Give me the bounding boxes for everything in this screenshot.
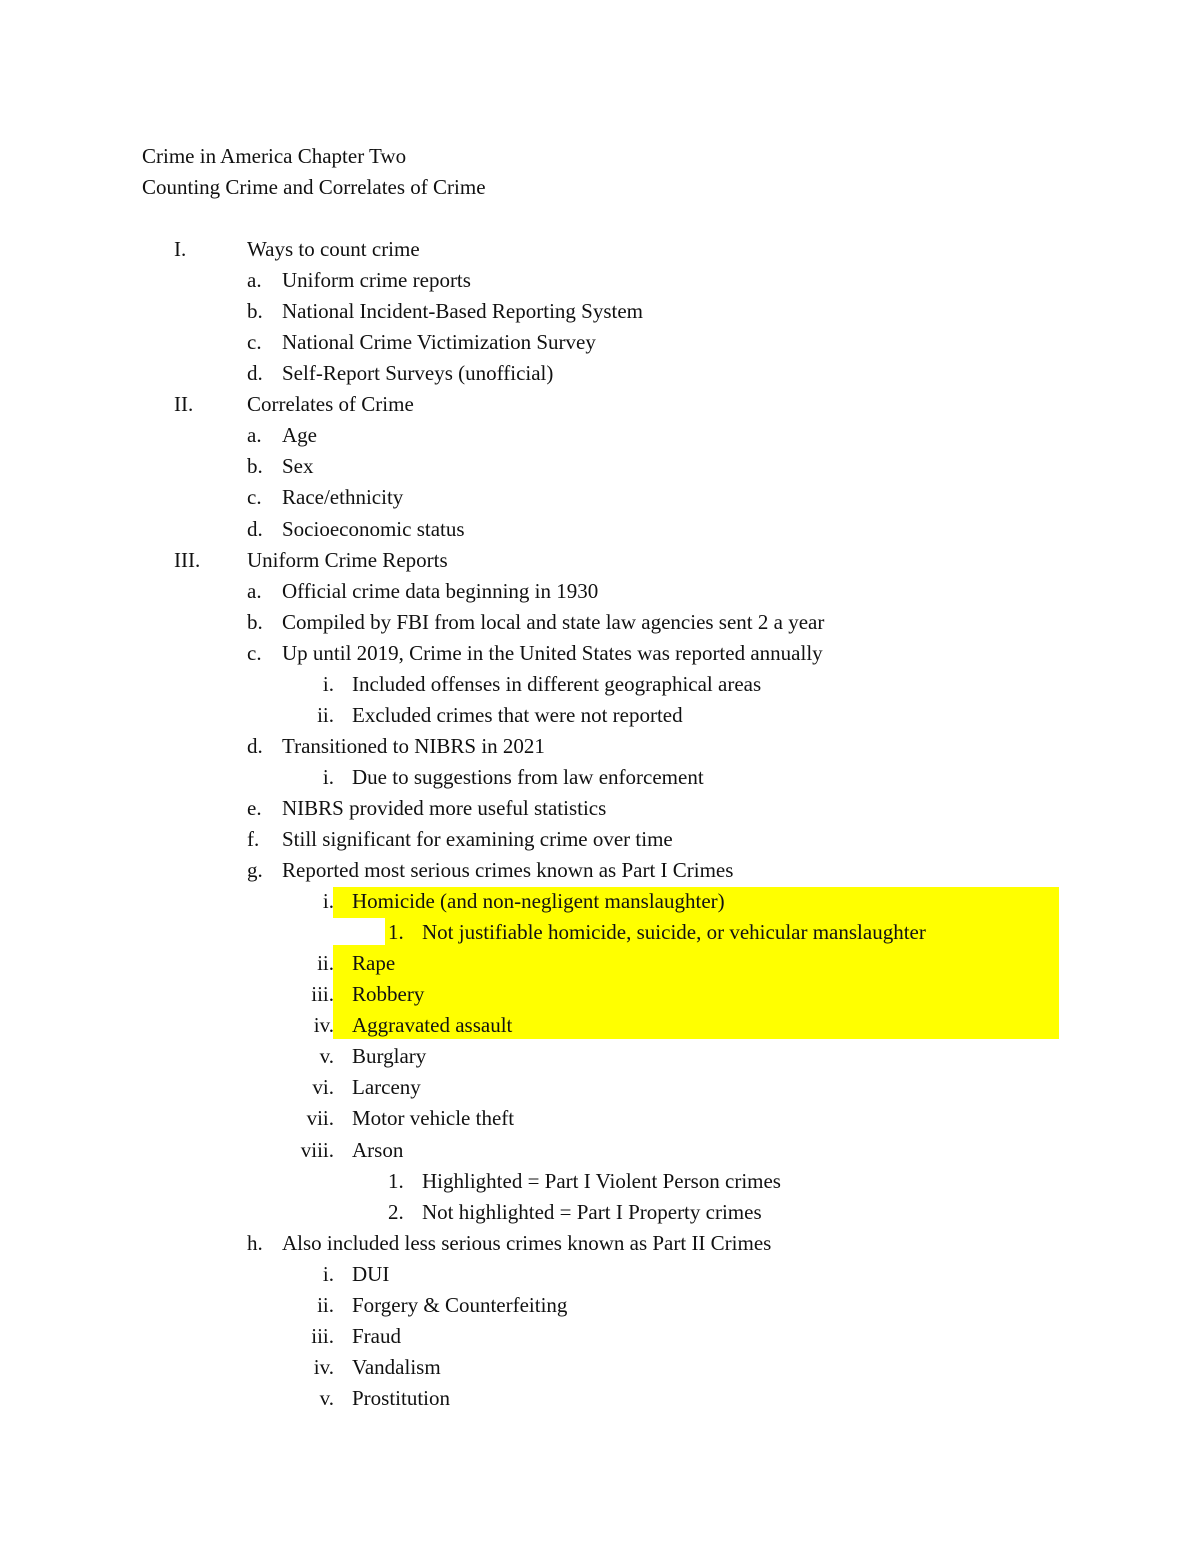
- outline-item: [0, 1383, 1200, 1414]
- outline-item: [0, 1166, 1200, 1197]
- outline-marker: d.: [247, 516, 263, 541]
- outline-item: [0, 824, 1200, 855]
- outline-item: [0, 762, 1200, 793]
- outline-text: Robbery: [352, 982, 425, 1007]
- outline-marker: c.: [247, 330, 262, 355]
- outline-item: [0, 1135, 1200, 1166]
- outline-item: [0, 917, 1200, 948]
- outline-item: [0, 1103, 1200, 1134]
- outline-text: Official crime data beginning in 1930: [282, 578, 599, 603]
- outline-marker: c.: [247, 640, 262, 665]
- outline-marker: iii.: [311, 1323, 334, 1348]
- outline-text: Larceny: [352, 1075, 421, 1100]
- outline-text: Motor vehicle theft: [352, 1106, 515, 1131]
- outline-text: Fraud: [352, 1323, 401, 1348]
- outline-text: Reported most serious crimes known as Part I Crimes: [282, 858, 734, 882]
- document-subtitle: Counting Crime and Correlates of Crime: [142, 175, 486, 199]
- outline-text: Still significant for examining crime over time: [282, 827, 673, 851]
- outline-marker: d.: [247, 361, 263, 386]
- outline-item: [0, 1352, 1200, 1383]
- outline-text: National Crime Victimization Survey: [282, 330, 596, 355]
- outline-marker: i.: [322, 764, 334, 789]
- outline-item: [0, 358, 1200, 389]
- outline-marker: d.: [247, 733, 263, 758]
- outline-text: Burglary: [352, 1044, 427, 1069]
- outline-item: [0, 327, 1200, 358]
- outline-item: [0, 669, 1200, 700]
- outline-marker: III.: [174, 547, 201, 572]
- outline-marker: viii.: [300, 1137, 334, 1162]
- outline-marker: b.: [247, 299, 263, 324]
- outline-text: Aggravated assault: [352, 1013, 513, 1038]
- outline-item: [0, 576, 1200, 607]
- outline-item: [0, 607, 1200, 638]
- outline-item: [0, 1072, 1200, 1103]
- outline-marker: 2.: [388, 1199, 404, 1224]
- outline-marker: II.: [174, 392, 194, 417]
- outline-marker: 1.: [388, 1168, 404, 1193]
- outline-text: Age: [282, 423, 317, 448]
- outline-marker: e.: [247, 795, 262, 820]
- outline-item: [0, 1259, 1200, 1290]
- outline-marker: a.: [247, 423, 262, 448]
- outline-marker: v.: [319, 1385, 334, 1410]
- outline-item: [0, 545, 1200, 576]
- outline-item: [0, 1197, 1200, 1228]
- outline-marker: I.: [174, 237, 187, 261]
- outline-item: [0, 948, 1200, 979]
- outline-marker: h.: [247, 1230, 263, 1255]
- outline-text: Ways to count crime: [247, 237, 420, 261]
- outline-text: Up until 2019, Crime in the United States was reported annually: [282, 640, 823, 665]
- outline-text: DUI: [352, 1261, 390, 1286]
- outline-item: [0, 420, 1200, 451]
- outline-text: Also included less serious crimes known as Part II Crimes: [282, 1230, 772, 1255]
- outline-text: Forgery & Counterfeiting: [352, 1292, 568, 1317]
- outline-item: [0, 1290, 1200, 1321]
- outline-text: Excluded crimes that were not reported: [352, 702, 683, 727]
- outline-item: [0, 700, 1200, 731]
- outline-marker: ii.: [317, 702, 334, 727]
- outline-text: Self-Report Surveys (unofficial): [282, 361, 554, 386]
- outline-text: National Incident-Based Reporting System: [282, 299, 644, 324]
- outline-marker: ii.: [317, 1292, 334, 1317]
- outline-marker: i.: [322, 889, 334, 914]
- outline-marker: a.: [247, 268, 262, 293]
- outline-marker: a.: [247, 578, 262, 603]
- outline-marker: ii.: [317, 951, 334, 976]
- outline-item: [0, 979, 1200, 1010]
- outline-item: [0, 1041, 1200, 1072]
- outline-text: Rape: [352, 951, 396, 976]
- outline-item: [0, 886, 1200, 917]
- outline-text: Homicide (and non-negligent manslaughter): [352, 889, 725, 914]
- outline-marker: vi.: [312, 1075, 334, 1100]
- outline-marker: i.: [322, 1261, 334, 1286]
- outline-marker: iv.: [313, 1354, 334, 1379]
- outline-marker: iii.: [311, 982, 334, 1007]
- outline-item: [0, 265, 1200, 296]
- outline-marker: iv.: [313, 1013, 334, 1038]
- outline-item: [0, 855, 1200, 886]
- outline-text: NIBRS provided more useful statistics: [282, 795, 607, 820]
- outline-text: Uniform crime reports: [282, 268, 471, 293]
- outline-text: Highlighted = Part I Violent Person crimes: [422, 1168, 781, 1193]
- outline-item: [0, 638, 1200, 669]
- outline-text: Not justifiable homicide, suicide, or vehicular manslaughter: [422, 920, 926, 945]
- outline-item: [0, 514, 1200, 545]
- outline-item: [0, 482, 1200, 513]
- outline-item: [0, 793, 1200, 824]
- outline-item: [0, 389, 1200, 420]
- outline-marker: i.: [322, 671, 334, 696]
- outline-text: Not highlighted = Part I Property crimes: [422, 1199, 762, 1224]
- outline-text: Uniform Crime Reports: [247, 547, 448, 572]
- outline-marker: f.: [247, 827, 260, 851]
- outline-item: [0, 234, 1200, 265]
- outline-text: Correlates of Crime: [247, 392, 414, 417]
- outline-text: Sex: [282, 454, 314, 479]
- title-line-2: [0, 172, 1200, 203]
- outline-text: Compiled by FBI from local and state law agencies sent 2 a year: [282, 609, 825, 634]
- outline-text: Socioeconomic status: [282, 516, 465, 541]
- outline-item: [0, 451, 1200, 482]
- outline-item: [0, 1010, 1200, 1041]
- outline-text: Prostitution: [352, 1385, 451, 1410]
- document-title: Crime in America Chapter Two: [142, 144, 407, 168]
- title-line-1: [0, 141, 1200, 172]
- outline-text: Transitioned to NIBRS in 2021: [282, 733, 545, 758]
- outline-marker: b.: [247, 454, 263, 479]
- outline-marker: c.: [247, 485, 262, 510]
- outline-marker: g.: [247, 858, 263, 882]
- outline-marker: b.: [247, 609, 263, 634]
- outline-text: Arson: [352, 1137, 404, 1162]
- outline-item: [0, 1321, 1200, 1352]
- outline-item: [0, 1228, 1200, 1259]
- outline-text: Included offenses in different geographical areas: [352, 671, 762, 696]
- outline-item: [0, 731, 1200, 762]
- outline-item: [0, 296, 1200, 327]
- outline-text: Race/ethnicity: [282, 485, 404, 510]
- outline-text: Vandalism: [352, 1354, 441, 1379]
- outline-marker: v.: [319, 1044, 334, 1069]
- outline-text: Due to suggestions from law enforcement: [352, 764, 704, 789]
- outline-marker: vii.: [306, 1106, 334, 1131]
- outline-marker: 1.: [388, 920, 404, 945]
